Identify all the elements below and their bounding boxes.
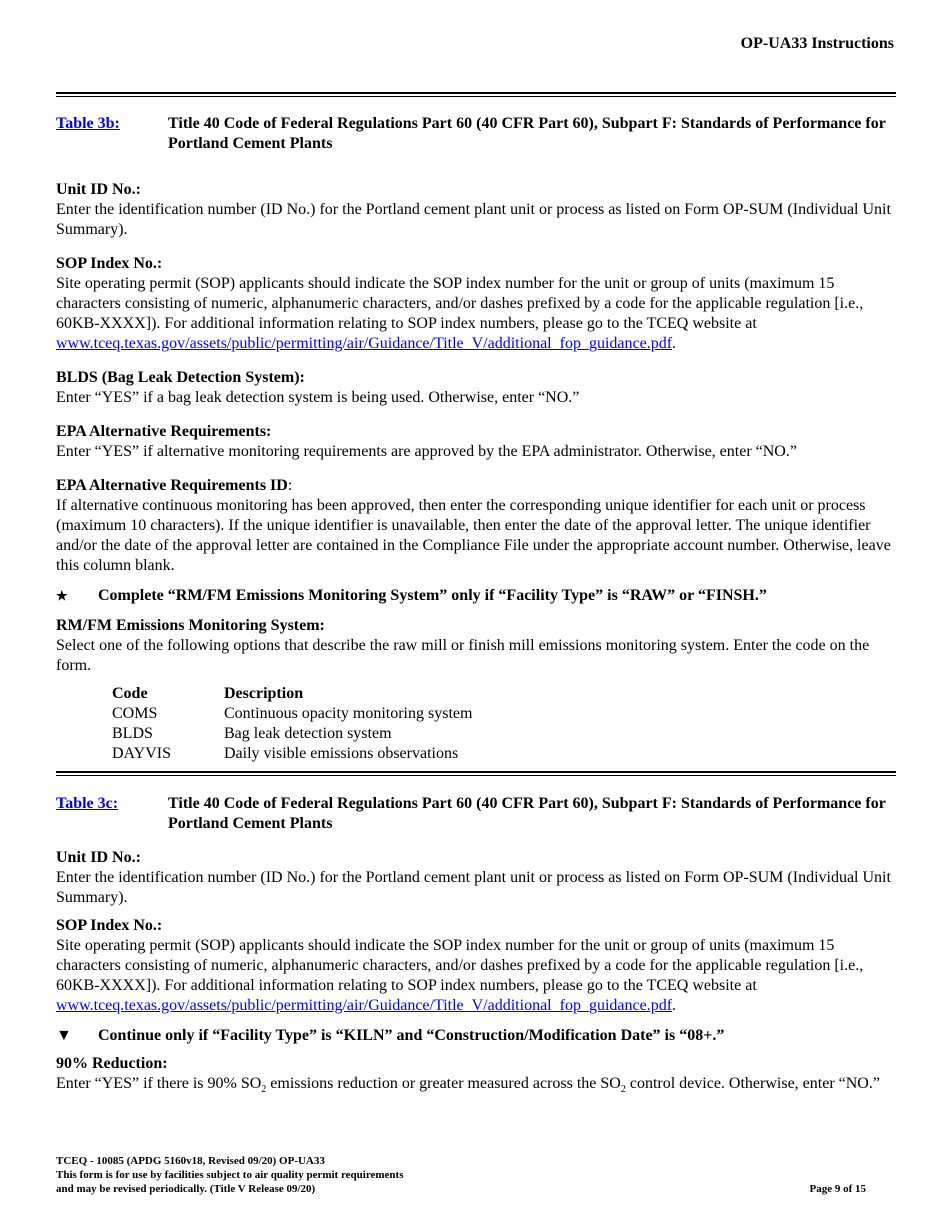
reduction-section: [56, 1054, 896, 1094]
footer-line-2: This form is for use by facilities subject to air quality permit requirements: [56, 1169, 404, 1181]
code-cell: BLDS: [112, 725, 153, 742]
sop-index-body: Site operating permit (SOP) applicants should indicate the SOP index number for the unit or group of units (maximum 15 characters consisting of numeric, alphanumeric characters, and/or dashes prefixed by a code for the applicable regulation [i.e., 60KB-XXXX]). For additional information relating to SOP index numbers, please go to the TCEQ website at: [56, 275, 864, 332]
table-3c-section: [56, 794, 896, 1094]
unit-id-section: [56, 848, 896, 908]
table-row: [112, 704, 472, 724]
code-cell: DAYVIS: [112, 745, 171, 762]
rmfm-condition-note: [56, 586, 896, 606]
sop-index-text: Site operating permit (SOP) applicants should indicate the SOP index number for the unit or group of units (maximum 15 characters consisting of numeric, alphanumeric characters, and/or dashes prefixed by a code for the applicable regulation [i.e., 60KB-XXXX]). For additional information relating to SOP index numbers, please go to the TCEQ website at www.tceq.texas.gov/assets/public/permitting/air/Guidance/Title_V/additional_fop_guidance.pdf.: [56, 275, 864, 352]
code-cell: COMS: [112, 705, 158, 722]
description-column-header: Description: [224, 685, 304, 702]
tceq-guidance-link[interactable]: www.tceq.texas.gov/assets/public/permitting/air/Guidance/Title_V/additional_fop_guidance.pdf: [56, 335, 673, 352]
footer-form-info: [56, 1154, 404, 1196]
table-row: [112, 724, 472, 744]
reduction-label: 90% Reduction:: [56, 1055, 168, 1072]
epa-alt-id-label: EPA Alternative Requirements ID: [56, 477, 288, 494]
blds-section: [56, 368, 896, 408]
kiln-condition-note: [56, 1026, 896, 1046]
table-3c-heading: [56, 794, 896, 834]
epa-alt-text: Enter “YES” if alternative monitoring requirements are approved by the EPA administrator. Otherwise, enter “NO.”: [56, 443, 797, 460]
unit-id-text: Enter the identification number (ID No.) for the Portland cement plant unit or process as listed on Form OP-SUM (Individual Unit Summary).: [56, 201, 891, 238]
table-3c-title: Title 40 Code of Federal Regulations Part 60 (40 CFR Part 60), Subpart F: Standards of Performance for Portland Cement Plants: [168, 795, 886, 832]
sop-index-label: SOP Index No.:: [56, 255, 163, 272]
blds-text: Enter “YES” if a bag leak detection system is being used. Otherwise, enter “NO.”: [56, 389, 580, 406]
unit-id-label: Unit ID No.:: [56, 181, 141, 198]
description-cell: Continuous opacity monitoring system: [224, 705, 473, 722]
section-divider: [56, 771, 896, 776]
reduction-text-b: emissions reduction or greater measured across the SO: [266, 1075, 621, 1092]
tceq-guidance-link[interactable]: www.tceq.texas.gov/assets/public/permitting/air/Guidance/Title_V/additional_fop_guidance.pdf: [56, 997, 673, 1014]
reduction-text-c: control device. Otherwise, enter “NO.”: [625, 1075, 880, 1092]
code-column-header: Code: [112, 685, 148, 702]
sop-index-body: Site operating permit (SOP) applicants should indicate the SOP index number for the unit or group of units (maximum 15 characters consisting of numeric, alphanumeric characters, and/or dashes prefixed by a code for the applicable regulation [i.e., 60KB-XXXX]). For additional information relating to SOP index numbers, please go to the TCEQ website at: [56, 937, 864, 994]
unit-id-label: Unit ID No.:: [56, 849, 141, 866]
kiln-condition-text: Continue only if “Facility Type” is “KILN” and “Construction/Modification Date” is “08+.”: [98, 1027, 725, 1044]
blds-label: BLDS (Bag Leak Detection System):: [56, 369, 305, 386]
epa-alt-id-section: [56, 476, 896, 576]
description-cell: Bag leak detection system: [224, 725, 392, 742]
epa-alt-section: [56, 422, 896, 462]
star-icon: ★: [56, 588, 68, 603]
table-3b-title: Title 40 Code of Federal Regulations Part 60 (40 CFR Part 60), Subpart F: Standards of Performance for Portland Cement Plants: [168, 115, 886, 152]
sop-index-label: SOP Index No.:: [56, 917, 163, 934]
rmfm-label: RM/FM Emissions Monitoring System:: [56, 617, 325, 634]
unit-id-text: Enter the identification number (ID No.) for the Portland cement plant unit or process as listed on Form OP-SUM (Individual Unit Summary).: [56, 869, 891, 906]
epa-alt-label: EPA Alternative Requirements:: [56, 423, 272, 440]
footer-line-3: and may be revised periodically. (Title V Release 09/20): [56, 1183, 316, 1195]
triangle-down-icon: ▼: [56, 1027, 72, 1044]
reduction-text: [56, 1074, 896, 1094]
epa-alt-id-text: If alternative continuous monitoring has been approved, then enter the corresponding unique identifier for each unit or process (maximum 10 characters). If the unique identifier is unavailable, then enter the date of the approval letter. The unique identifier and/or the date of the approval letter are contained in the Compliance File under the appropriate account number. Otherwise, leave this column blank.: [56, 497, 891, 574]
footer-line-1: TCEQ - 10085 (APDG 5160v18, Revised 09/20) OP-UA33: [56, 1155, 325, 1167]
reduction-sub-b: 2: [620, 1084, 626, 1096]
sop-index-section: [56, 916, 896, 1016]
table-3c-link[interactable]: Table 3c:: [56, 795, 119, 812]
rmfm-text: Select one of the following options that describe the raw mill or finish mill emissions monitoring system. Enter the code on the form.: [56, 637, 870, 674]
code-table-header: [112, 684, 472, 704]
page-header-title: OP-UA33 Instructions: [740, 35, 894, 52]
rmfm-condition-text: Complete “RM/FM Emissions Monitoring System” only if “Facility Type” is “RAW” or “FINSH.”: [98, 587, 767, 604]
reduction-text-a: Enter “YES” if there is 90% SO: [56, 1075, 262, 1092]
epa-alt-id-heading: EPA Alternative Requirements ID:: [56, 477, 293, 494]
description-cell: Daily visible emissions observations: [224, 745, 459, 762]
reduction-sub-a: 2: [261, 1084, 267, 1096]
table-3b-link[interactable]: Table 3b:: [56, 115, 120, 132]
section-divider: [56, 92, 896, 97]
rmfm-code-table: [112, 684, 472, 764]
table-3b-section: [56, 114, 896, 764]
rmfm-section: [56, 616, 896, 676]
page-number: Page 9 of 15: [809, 1183, 866, 1195]
unit-id-section: [56, 180, 896, 240]
sop-index-text: Site operating permit (SOP) applicants should indicate the SOP index number for the unit or group of units (maximum 15 characters consisting of numeric, alphanumeric characters, and/or dashes prefixed by a code for the applicable regulation [i.e., 60KB-XXXX]). For additional information relating to SOP index numbers, please go to the TCEQ website at www.tceq.texas.gov/assets/public/permitting/air/Guidance/Title_V/additional_fop_guidance.pdf.: [56, 937, 864, 1014]
table-row: [112, 744, 472, 764]
table-3b-heading: [56, 114, 896, 154]
sop-index-section: [56, 254, 896, 354]
